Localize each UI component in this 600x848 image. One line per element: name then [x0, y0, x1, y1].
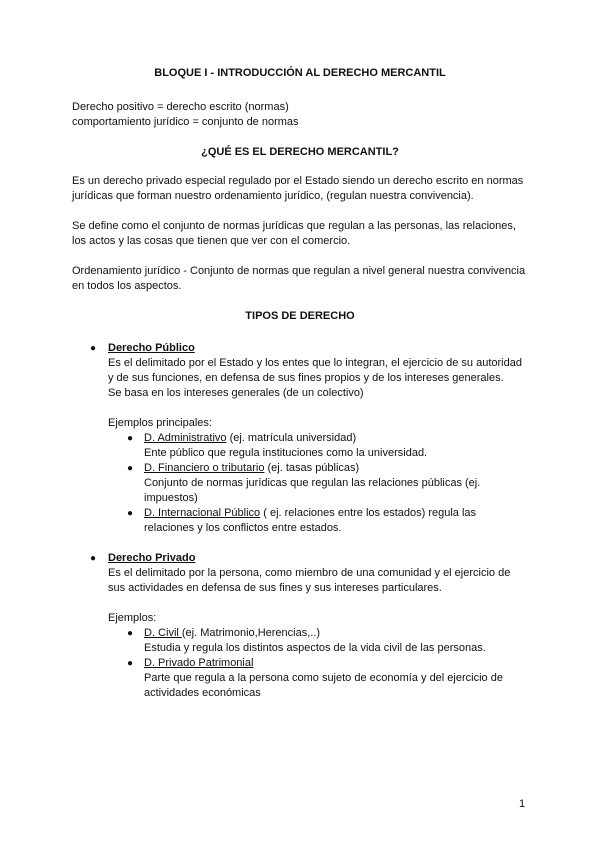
example-note: (ej. tasas públicas)	[264, 462, 360, 474]
bullet-icon: ●	[127, 433, 134, 444]
bullet-icon: ●	[127, 508, 134, 519]
example-note: ( ej. relaciones entre los estados) regula las relaciones y los conflictos entre estados.	[144, 507, 477, 534]
bullet-derecho-privado	[72, 551, 528, 596]
example-desc: Conjunto de normas jurídicas que regulan las relaciones públicas (ej. impuestos)	[144, 477, 481, 504]
section-types-title: TIPOS DE DERECHO	[245, 310, 355, 322]
example-name: D. Financiero o tributario	[144, 462, 265, 474]
example-name: D. Internacional Público	[144, 507, 261, 519]
example-name: D. Administrativo	[144, 432, 227, 444]
bullet-derecho-publico	[72, 341, 528, 401]
bullet-icon: ●	[90, 553, 97, 564]
example-note: (ej. matrícula universidad)	[226, 432, 357, 444]
example-name: D. Privado Patrimonial	[144, 657, 254, 669]
derecho-privado-desc: Es el delimitado por la persona, como miembro de una comunidad y el ejercicio de sus actividades en defensa de sus fines y sus intereses particulares.	[108, 567, 511, 594]
bullet-icon: ●	[90, 343, 97, 354]
bullet-icon: ●	[127, 658, 134, 669]
derecho-privado-heading: Derecho Privado	[108, 552, 196, 564]
document-title: BLOQUE I - INTRODUCCIÓN AL DERECHO MERCANTIL	[154, 67, 446, 79]
example-desc: Parte que regula a la persona como sujeto de economía y del ejercicio de actividades económicas	[144, 672, 503, 699]
derecho-publico-heading: Derecho Público	[108, 342, 195, 354]
document-page	[72, 66, 528, 701]
derecho-publico-desc: Es el delimitado por el Estado y los entes que lo integran, el ejercicio de su autoridad y de sus funciones, en defensa de sus fines propios y de los intereses generales.	[108, 357, 522, 384]
intro-line-2: comportamiento jurídico = conjunto de normas	[72, 116, 299, 128]
list-item	[72, 626, 528, 656]
privado-examples-label: Ejemplos:	[108, 612, 157, 624]
example-name: D. Civil	[144, 627, 182, 639]
bullet-icon: ●	[127, 628, 134, 639]
paragraph-definition: Es un derecho privado especial regulado por el Estado siendo un derecho escrito en normas jurídicas que forman nuestro ordenamiento jurídico, (regulan nuestra convivencia).	[72, 175, 524, 202]
derecho-publico-desc-2: Se basa en los intereses generales (de un colectivo)	[108, 387, 364, 399]
list-item	[72, 656, 528, 701]
bullet-icon: ●	[127, 463, 134, 474]
page-number: 1	[519, 798, 526, 810]
list-item	[72, 431, 528, 461]
publico-examples-label: Ejemplos principales:	[108, 417, 212, 429]
example-desc: Estudia y regula los distintos aspectos de la vida civil de las personas.	[144, 642, 486, 654]
paragraph-ordenamiento: Ordenamiento jurídico - Conjunto de normas que regulan a nivel general nuestra convivencia en todos los aspectos.	[72, 265, 526, 292]
list-item	[72, 506, 528, 536]
example-desc: Ente público que regula instituciones como la universidad.	[144, 447, 428, 459]
paragraph-scope: Se define como el conjunto de normas jurídicas que regulan a las personas, las relaciones, los actos y las cosas que tienen que ver con el comercio.	[72, 220, 516, 247]
example-note: (ej. Matrimonio,Herencias,..)	[181, 627, 321, 639]
section-question-title: ¿QUÉ ES EL DERECHO MERCANTIL?	[201, 146, 399, 158]
list-item	[72, 461, 528, 506]
intro-line-1: Derecho positivo = derecho escrito (normas)	[72, 101, 289, 113]
